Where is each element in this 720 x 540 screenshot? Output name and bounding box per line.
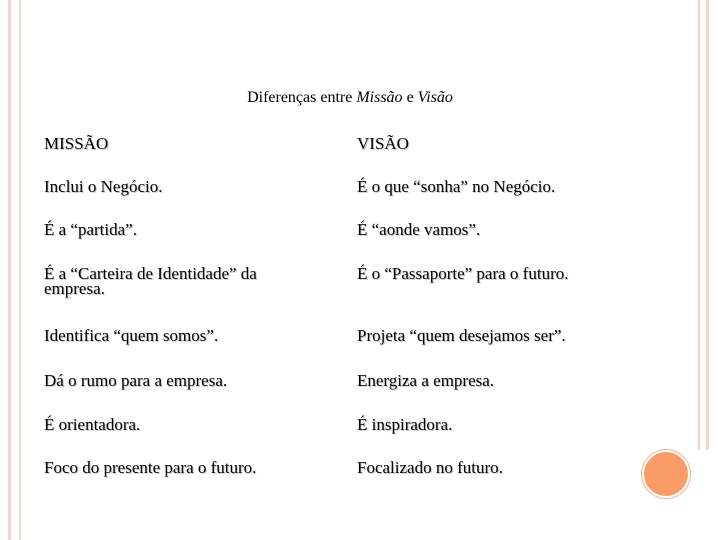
table-cell-missao: É orientadora. [44, 415, 141, 434]
table-cell-visao: Focalizado no futuro. [357, 458, 503, 477]
table-cell-visao: Energiza a empresa. [357, 371, 495, 390]
frame-line-right-inner [698, 0, 700, 450]
table-cell-missao: É a “Carteira de Identidade” da empresa. [44, 264, 257, 298]
table-cell-visao: É o “Passaporte” para o futuro. [357, 264, 569, 283]
table-cell-visao: É o que “sonha” no Negócio. [357, 177, 556, 196]
slide-title [0, 89, 700, 107]
table-cell-visao: É “aonde vamos”. [357, 220, 481, 239]
table-cell-visao: Projeta “quem desejamos ser”. [357, 326, 566, 345]
table-cell-missao: Inclui o Negócio. [44, 177, 163, 196]
table-cell-missao: Dá o rumo para a empresa. [44, 371, 228, 390]
table-cell-missao: É a “partida”. [44, 220, 137, 239]
header-visao: VISÃO [357, 134, 409, 153]
header-missao: MISSÃO [44, 134, 109, 153]
title-term-visao: Visão [417, 89, 453, 106]
frame-line-left-outer [8, 0, 11, 540]
title-conjunction: e [402, 89, 418, 106]
table-cell-missao: Identifica “quem somos”. [44, 326, 219, 345]
table-cell-visao: É inspiradora. [357, 415, 453, 434]
title-term-missao: Missão [356, 89, 403, 106]
frame-line-left-inner [19, 0, 21, 540]
frame-line-right-outer [706, 0, 709, 450]
table-cell-missao: Foco do presente para o futuro. [44, 458, 257, 477]
title-prefix: Diferenças entre [247, 89, 357, 106]
